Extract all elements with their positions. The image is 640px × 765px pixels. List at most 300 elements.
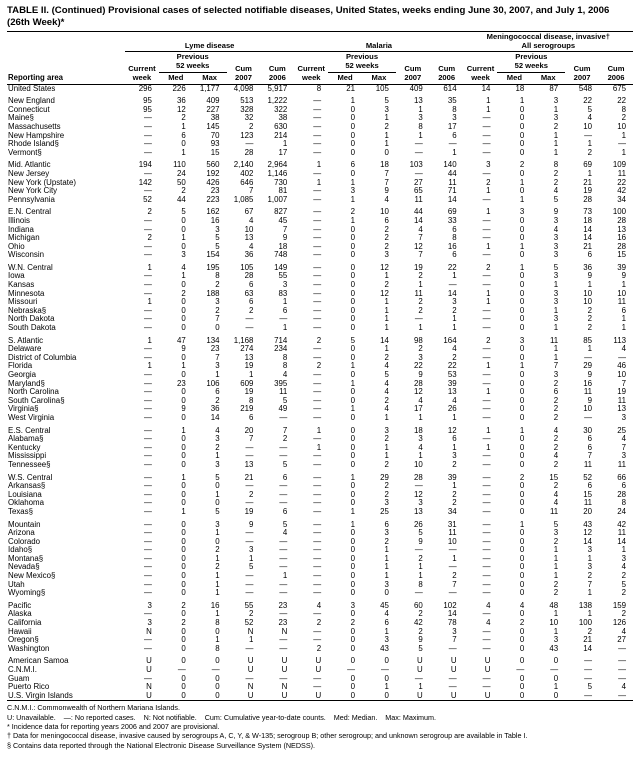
value-cell: 2: [215, 281, 220, 290]
value-cell: 1: [486, 105, 491, 114]
reporting-area-cell: Texas§: [8, 507, 34, 516]
value-cell: 0: [181, 242, 186, 251]
value-cell: 19: [583, 187, 593, 196]
table-row: [7, 234, 633, 243]
value-cell: 0: [519, 388, 525, 397]
value-cell: 4: [621, 435, 626, 444]
value-cell: 44: [447, 169, 457, 178]
value-cell: 0: [519, 610, 525, 619]
value-cell: 2: [553, 379, 559, 388]
value-cell: 5: [553, 519, 559, 529]
value-cell: 3: [418, 114, 423, 123]
value-cell: 1: [418, 281, 423, 290]
table-row: [7, 452, 633, 461]
value-cell: 3: [418, 353, 423, 362]
value-cell: 38: [278, 114, 288, 123]
value-cell: —: [279, 610, 288, 619]
value-cell: 1: [384, 272, 389, 281]
value-cell: 1: [215, 610, 220, 619]
value-cell: 2: [486, 335, 491, 345]
value-cell: —: [482, 499, 491, 508]
value-cell: 10: [583, 405, 593, 414]
value-cell: —: [482, 683, 491, 692]
value-cell: 0: [350, 122, 356, 131]
value-cell: 1: [249, 636, 254, 645]
value-cell: —: [143, 216, 152, 225]
value-cell: 0: [350, 396, 356, 405]
value-cell: 16: [583, 379, 593, 388]
value-cell: 0: [181, 353, 186, 362]
value-cell: 6: [553, 388, 559, 397]
value-cell: 1: [553, 140, 559, 149]
value-cell: —: [313, 405, 322, 414]
value-cell: —: [584, 353, 593, 362]
value-cell: 36: [210, 405, 220, 414]
table-body: [7, 84, 633, 701]
value-cell: 0: [519, 187, 525, 196]
value-cell: 12: [176, 105, 186, 114]
value-cell: —: [143, 140, 152, 149]
reporting-area-cell: Pacific: [8, 600, 32, 610]
value-cell: —: [143, 554, 152, 563]
value-cell: 0: [181, 572, 186, 581]
value-cell: 5: [215, 472, 220, 482]
value-cell: 0: [181, 674, 186, 683]
value-cell: 7: [418, 251, 423, 260]
value-cell: 52: [244, 619, 254, 628]
value-cell: —: [482, 507, 491, 516]
value-cell: —: [482, 114, 491, 123]
value-cell: 1: [384, 298, 389, 307]
group-header: Malaria: [294, 32, 463, 52]
value-cell: 10: [244, 225, 254, 234]
value-cell: 4,098: [233, 84, 254, 93]
value-cell: 322: [274, 105, 288, 114]
value-cell: N: [281, 627, 288, 636]
value-cell: 7: [621, 443, 626, 452]
value-cell: —: [482, 195, 491, 204]
value-cell: —: [143, 674, 152, 683]
value-cell: 0: [519, 627, 525, 636]
value-cell: 0: [350, 452, 356, 461]
value-cell: —: [448, 140, 457, 149]
value-cell: 0: [519, 234, 525, 243]
table-row: [7, 106, 633, 115]
value-cell: 5: [215, 507, 220, 516]
value-cell: 140: [443, 160, 457, 170]
value-cell: 1: [519, 519, 525, 529]
value-cell: 630: [274, 122, 288, 131]
value-cell: 0: [350, 537, 356, 546]
table-row: [7, 281, 633, 290]
value-cell: —: [482, 131, 491, 140]
value-cell: 44: [176, 195, 186, 204]
value-cell: 0: [181, 537, 186, 546]
table-row: [7, 628, 633, 637]
value-cell: —: [143, 460, 152, 469]
value-cell: 4: [384, 195, 389, 204]
value-cell: 3: [553, 636, 559, 645]
col-med: Med: [337, 72, 353, 82]
value-cell: 2: [249, 122, 254, 131]
value-cell: —: [482, 396, 491, 405]
value-cell: 234: [274, 345, 288, 354]
table-row: [7, 290, 633, 299]
value-cell: 38: [210, 114, 220, 123]
value-cell: —: [313, 563, 322, 572]
table-row: [7, 243, 633, 252]
value-cell: 6: [282, 507, 288, 516]
value-cell: 3: [215, 362, 220, 371]
value-cell: 22: [413, 362, 423, 371]
reporting-area-cell: E.N. Central: [8, 207, 51, 217]
table-row: [7, 482, 633, 491]
value-cell: —: [279, 490, 288, 499]
value-cell: 47: [176, 335, 186, 345]
value-cell: 1: [215, 529, 220, 538]
value-cell: 4: [553, 187, 559, 196]
value-cell: 0: [519, 580, 525, 589]
value-cell: —: [143, 187, 152, 196]
value-cell: 1: [316, 178, 322, 187]
value-cell: 105: [375, 84, 389, 93]
value-cell: U: [484, 691, 491, 700]
value-cell: —: [279, 674, 288, 683]
value-cell: 0: [553, 656, 559, 666]
value-cell: 3: [215, 298, 220, 307]
value-cell: 2: [587, 306, 593, 315]
value-cell: 5: [350, 335, 356, 345]
table-row: [7, 517, 633, 530]
reporting-area-cell: Kansas: [8, 281, 35, 290]
value-cell: 3: [215, 225, 220, 234]
value-cell: 0: [350, 460, 356, 469]
reporting-area-cell: Maine§: [8, 114, 34, 123]
value-cell: 0: [350, 546, 356, 555]
value-cell: 2: [147, 207, 152, 217]
value-cell: 1: [282, 298, 288, 307]
value-cell: 0: [181, 371, 186, 379]
value-cell: 2: [553, 589, 559, 598]
value-cell: 0: [350, 262, 356, 272]
value-cell: 1: [316, 160, 322, 170]
value-cell: 3: [418, 499, 423, 508]
value-cell: 7: [215, 315, 220, 324]
value-cell: 1: [316, 425, 322, 435]
value-cell: 2: [553, 537, 559, 546]
value-cell: —: [482, 405, 491, 414]
value-cell: 0: [519, 674, 525, 683]
value-cell: 49: [278, 405, 288, 414]
value-cell: 3: [621, 452, 626, 461]
value-cell: 27: [617, 636, 626, 645]
value-cell: 24: [617, 507, 626, 516]
value-cell: —: [448, 644, 457, 653]
value-cell: 2: [384, 490, 389, 499]
table-row: [7, 444, 633, 453]
col-previous-52-weeks: Previous 52 weeks: [328, 52, 396, 72]
reporting-area-cell: Tennessee§: [8, 460, 51, 469]
value-cell: 2: [553, 122, 559, 131]
value-cell: 0: [519, 636, 525, 645]
value-cell: —: [313, 572, 322, 581]
value-cell: N: [146, 683, 152, 692]
table-row: [7, 132, 633, 141]
value-cell: 1: [147, 335, 152, 345]
value-cell: 14: [447, 195, 457, 204]
value-cell: 0: [519, 572, 525, 581]
value-cell: 8: [282, 362, 288, 371]
table-row: [7, 435, 633, 444]
value-cell: 0: [553, 691, 559, 700]
value-cell: 4: [215, 425, 220, 435]
value-cell: 45: [380, 600, 389, 610]
table-row: [7, 683, 633, 692]
value-cell: 5: [587, 683, 593, 692]
value-cell: 1: [452, 315, 457, 324]
value-cell: —: [482, 529, 491, 538]
col-cum-2007: Cum 2007: [235, 64, 252, 82]
value-cell: —: [313, 636, 322, 645]
value-cell: 4: [249, 242, 254, 251]
value-cell: 14: [380, 335, 389, 345]
value-cell: 1: [350, 405, 356, 414]
value-cell: 103: [409, 160, 423, 170]
value-cell: 1: [350, 362, 356, 371]
value-cell: 2: [181, 619, 186, 628]
value-cell: 1: [215, 554, 220, 563]
value-cell: 4: [553, 425, 559, 435]
value-cell: 123: [240, 131, 254, 140]
value-cell: 4: [452, 345, 457, 354]
value-cell: 2: [519, 160, 525, 170]
value-cell: 23: [176, 379, 186, 388]
footnotes: [7, 703, 633, 750]
value-cell: 8: [316, 84, 322, 93]
value-cell: 2: [452, 306, 457, 315]
value-cell: 2: [215, 396, 220, 405]
value-cell: N: [146, 627, 152, 636]
value-cell: 0: [181, 443, 186, 452]
value-cell: 3: [384, 499, 389, 508]
value-cell: 1: [215, 572, 220, 581]
value-cell: 1: [282, 140, 288, 149]
value-cell: 0: [181, 298, 186, 307]
value-cell: 1: [452, 413, 457, 422]
value-cell: 1: [384, 572, 389, 581]
value-cell: 13: [617, 225, 626, 234]
value-cell: 8: [215, 272, 220, 281]
value-cell: 4: [384, 362, 389, 371]
value-cell: —: [313, 315, 322, 324]
value-cell: —: [482, 345, 491, 354]
reporting-area-cell: Nebraska§: [8, 306, 47, 315]
value-cell: 0: [519, 131, 525, 140]
value-cell: 18: [515, 84, 525, 93]
value-cell: 1: [486, 443, 491, 452]
value-cell: 11: [617, 529, 626, 538]
value-cell: 227: [206, 105, 220, 114]
value-cell: —: [482, 589, 491, 598]
value-cell: 1: [384, 563, 389, 572]
value-cell: 5: [282, 519, 288, 529]
value-cell: 3: [215, 519, 220, 529]
value-cell: —: [143, 443, 152, 452]
value-cell: U: [281, 666, 288, 674]
value-cell: 4: [384, 379, 389, 388]
value-cell: 85: [583, 335, 593, 345]
value-cell: —: [313, 529, 322, 538]
value-cell: 1: [418, 131, 423, 140]
value-cell: 7: [621, 379, 626, 388]
value-cell: 4: [384, 405, 389, 414]
value-cell: 8: [249, 396, 254, 405]
value-cell: 2: [553, 482, 559, 491]
value-cell: 0: [350, 324, 356, 333]
value-cell: —: [313, 96, 322, 106]
value-cell: —: [143, 413, 152, 422]
value-cell: 95: [143, 105, 152, 114]
value-cell: 1: [350, 519, 356, 529]
value-cell: 1: [519, 242, 525, 251]
value-cell: 226: [172, 84, 186, 93]
value-cell: —: [313, 519, 322, 529]
value-cell: 223: [206, 195, 220, 204]
value-cell: 42: [617, 187, 626, 196]
value-cell: —: [279, 452, 288, 461]
table-row: [7, 572, 633, 581]
value-cell: 0: [181, 281, 186, 290]
reporting-area-cell: Alaska: [8, 610, 32, 619]
value-cell: 1: [486, 289, 491, 298]
value-cell: 2: [553, 443, 559, 452]
value-cell: —: [245, 644, 254, 653]
value-cell: 36: [176, 96, 186, 106]
value-cell: 1: [553, 610, 559, 619]
value-cell: 9: [249, 519, 254, 529]
value-cell: —: [414, 674, 423, 683]
value-cell: 6: [282, 472, 288, 482]
value-cell: 2: [384, 225, 389, 234]
value-cell: 1: [553, 345, 559, 354]
value-cell: 13: [617, 405, 626, 414]
value-cell: 0: [519, 216, 525, 225]
value-cell: 1: [452, 148, 457, 157]
value-cell: 23: [278, 600, 288, 610]
value-cell: U: [281, 656, 288, 666]
value-cell: —: [143, 281, 152, 290]
value-cell: 23: [210, 187, 220, 196]
table-row: [7, 362, 633, 371]
table-row: [7, 538, 633, 547]
col-current-week: Current week: [297, 64, 325, 82]
table-row: [7, 217, 633, 226]
value-cell: 0: [181, 546, 186, 555]
value-cell: 100: [612, 207, 626, 217]
value-cell: 10: [447, 537, 457, 546]
col-max: Max: [202, 72, 218, 82]
value-cell: 28: [583, 195, 593, 204]
value-cell: 2: [215, 563, 220, 572]
reporting-area-cell: Oregon§: [8, 636, 39, 645]
value-cell: 1: [147, 298, 152, 307]
value-cell: —: [313, 490, 322, 499]
value-cell: U: [315, 666, 322, 674]
value-cell: 0: [519, 272, 525, 281]
value-cell: 2: [418, 298, 423, 307]
col-cum-2007: Cum 2007: [573, 64, 591, 82]
value-cell: 162: [206, 207, 220, 217]
value-cell: 0: [519, 379, 525, 388]
value-cell: 109: [612, 160, 626, 170]
value-cell: 3: [350, 600, 356, 610]
value-cell: 0: [350, 563, 356, 572]
value-cell: —: [482, 519, 491, 529]
reporting-area-cell: Pennsylvania: [8, 195, 55, 204]
table-row: [7, 414, 633, 423]
value-cell: 0: [181, 315, 186, 324]
value-cell: 1: [452, 482, 457, 491]
value-cell: 23: [278, 619, 288, 628]
value-cell: 0: [350, 610, 356, 619]
value-cell: —: [313, 272, 322, 281]
value-cell: 154: [206, 251, 220, 260]
col-cum-2006: Cum 2006: [438, 64, 456, 82]
value-cell: 560: [206, 160, 220, 170]
value-cell: —: [482, 572, 491, 581]
table-row: [7, 260, 633, 273]
value-cell: 0: [350, 636, 356, 645]
value-cell: 2: [418, 272, 423, 281]
value-cell: —: [618, 674, 626, 683]
table-row: [7, 653, 633, 666]
value-cell: —: [313, 140, 322, 149]
value-cell: 1: [350, 178, 356, 187]
value-cell: —: [313, 499, 322, 508]
value-cell: —: [279, 554, 288, 563]
value-cell: U: [450, 656, 457, 666]
value-cell: 748: [274, 251, 288, 260]
value-cell: 3: [553, 216, 559, 225]
value-cell: 1: [418, 572, 423, 581]
value-cell: —: [143, 537, 152, 546]
value-cell: 1: [519, 425, 525, 435]
value-cell: 55: [244, 600, 254, 610]
value-cell: 0: [181, 529, 186, 538]
value-cell: 3: [621, 413, 626, 422]
value-cell: 15: [583, 490, 593, 499]
value-cell: 1: [418, 683, 423, 692]
value-cell: 5: [418, 529, 423, 538]
value-cell: 65: [413, 187, 423, 196]
value-cell: 10: [583, 298, 593, 307]
value-cell: 66: [617, 472, 626, 482]
value-cell: 16: [210, 216, 220, 225]
value-cell: 1,177: [199, 84, 220, 93]
value-cell: 1: [215, 371, 220, 379]
value-cell: 71: [447, 187, 457, 196]
value-cell: 13: [447, 388, 457, 397]
value-cell: —: [448, 563, 457, 572]
value-cell: 18: [278, 242, 288, 251]
value-cell: —: [482, 353, 491, 362]
value-cell: 3: [452, 298, 457, 307]
value-cell: 3: [452, 627, 457, 636]
reporting-area-cell: West Virginia: [8, 413, 55, 422]
value-cell: 0: [350, 482, 356, 491]
value-cell: 18: [583, 216, 593, 225]
value-cell: —: [482, 281, 491, 290]
